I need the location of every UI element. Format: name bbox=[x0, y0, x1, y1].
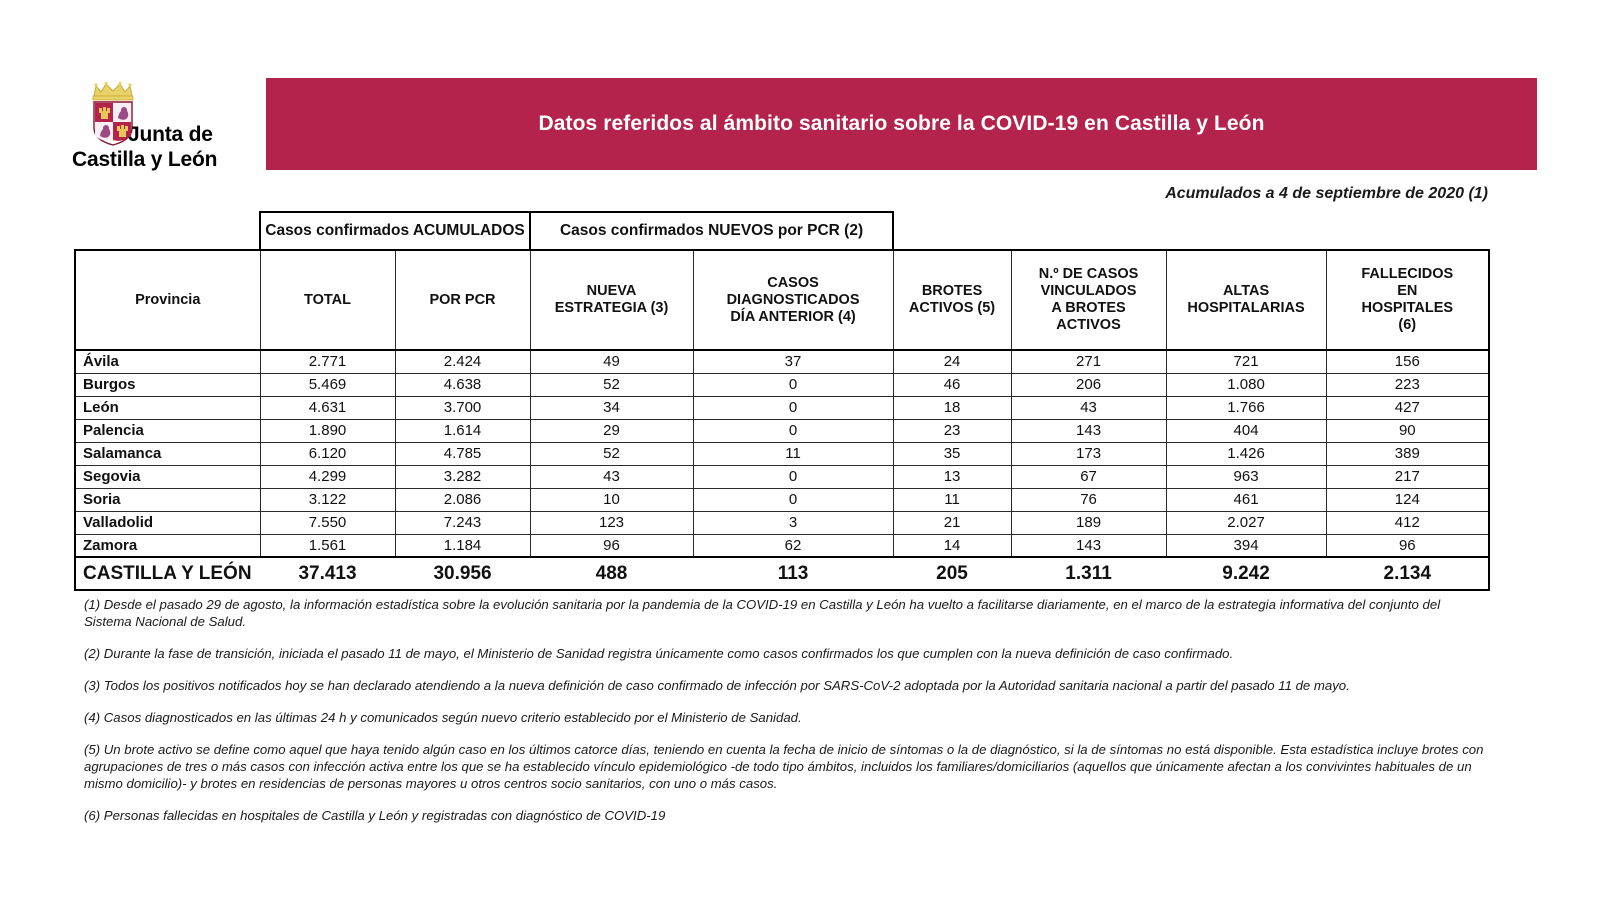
table-cell-brotes-activos: 21 bbox=[893, 511, 1011, 534]
col-header-vinculados-line4: ACTIVOS bbox=[1056, 317, 1121, 333]
footnote-1: (1) Desde el pasado 29 de agosto, la información estadística sobre la evolución sanitaria por la pandemia de la COVID-19 en Castilla y León ha vuelto a facilitarse diariamente, en el marco de la estrategia informativa del conjunto del Sistema Nacional de Salud. bbox=[84, 597, 1441, 629]
table-cell-brotes-activos: 11 bbox=[893, 488, 1011, 511]
footnote-6: (6) Personas fallecidas en hospitales de Castilla y León y registradas con diagnóstico de COVID-19 bbox=[84, 808, 666, 823]
total-row-nueva-estrategia: 488 bbox=[530, 557, 693, 590]
junta-logo-line1: Junta de bbox=[128, 123, 213, 146]
col-header-vinculados bbox=[1011, 250, 1166, 350]
table-cell-altas: 1.426 bbox=[1166, 442, 1326, 465]
col-header-nueva-estrategia-line2: ESTRATEGIA (3) bbox=[554, 300, 669, 316]
table-row bbox=[75, 442, 1489, 465]
table-cell-nueva-estrategia: 10 bbox=[530, 488, 693, 511]
table-cell-brotes-activos: 18 bbox=[893, 396, 1011, 419]
col-header-brotes-activos-line2: ACTIVOS (5) bbox=[908, 300, 996, 316]
col-header-vinculados-line3: A BROTES bbox=[1051, 300, 1126, 316]
banner-title: Datos referidos al ámbito sanitario sobre la COVID-19 en Castilla y León bbox=[538, 112, 1265, 135]
group-header-spacer-5 bbox=[1326, 212, 1489, 250]
footnote-4: (4) Casos diagnosticados en las últimas 24 h y comunicados según nuevo criterio establecido por el Ministerio de Sanidad. bbox=[84, 710, 802, 725]
footnote-3: (3) Todos los positivos notificados hoy se han declarado atendiendo a la nueva definición de caso confirmado de infección por SARS-CoV-2 adoptada por la Autoridad sanitaria nacional a partir del pasado 11 de mayo. bbox=[84, 678, 1350, 693]
table-cell-dia-anterior: 3 bbox=[693, 511, 893, 534]
table-cell-fallecidos: 217 bbox=[1326, 465, 1489, 488]
table-cell-brotes-activos: 13 bbox=[893, 465, 1011, 488]
total-row-total: 37.413 bbox=[260, 557, 395, 590]
table-cell-vinculados: 43 bbox=[1011, 396, 1166, 419]
covid-data-table bbox=[74, 211, 1490, 591]
table-cell-provincia: Valladolid bbox=[75, 511, 260, 534]
col-header-dia-anterior-line3: DÍA ANTERIOR (4) bbox=[730, 308, 856, 325]
total-row-fallecidos: 2.134 bbox=[1326, 557, 1489, 590]
table-cell-provincia: Palencia bbox=[75, 419, 260, 442]
table-cell-brotes-activos: 35 bbox=[893, 442, 1011, 465]
table-row bbox=[75, 488, 1489, 511]
table-cell-brotes-activos: 14 bbox=[893, 534, 1011, 557]
table-cell-altas: 461 bbox=[1166, 488, 1326, 511]
table-cell-por-pcr: 7.243 bbox=[395, 511, 530, 534]
table-cell-dia-anterior: 0 bbox=[693, 373, 893, 396]
table-cell-por-pcr: 3.282 bbox=[395, 465, 530, 488]
col-header-vinculados-line2: VINCULADOS bbox=[1040, 283, 1137, 299]
col-header-altas-line2: HOSPITALARIAS bbox=[1187, 300, 1305, 316]
table-cell-brotes-activos: 24 bbox=[893, 350, 1011, 373]
col-header-nueva-estrategia bbox=[530, 250, 693, 350]
accumulated-date-line: Acumulados a 4 de septiembre de 2020 (1) bbox=[1165, 185, 1488, 202]
table-cell-dia-anterior: 0 bbox=[693, 488, 893, 511]
junta-logo-line2: Castilla y León bbox=[72, 148, 218, 171]
col-header-dia-anterior bbox=[693, 250, 893, 350]
table-cell-provincia: León bbox=[75, 396, 260, 419]
total-row-por-pcr: 30.956 bbox=[395, 557, 530, 590]
table-cell-por-pcr: 4.638 bbox=[395, 373, 530, 396]
table-cell-altas: 1.766 bbox=[1166, 396, 1326, 419]
col-header-fallecidos-line2: EN bbox=[1397, 283, 1418, 299]
table-cell-nueva-estrategia: 123 bbox=[530, 511, 693, 534]
table-cell-provincia: Soria bbox=[75, 488, 260, 511]
table-cell-por-pcr: 1.614 bbox=[395, 419, 530, 442]
table-cell-fallecidos: 96 bbox=[1326, 534, 1489, 557]
table-cell-por-pcr: 2.086 bbox=[395, 488, 530, 511]
total-row-label: CASTILLA Y LEÓN bbox=[75, 557, 260, 590]
table-cell-brotes-activos: 23 bbox=[893, 419, 1011, 442]
table-cell-provincia: Burgos bbox=[75, 373, 260, 396]
table-cell-fallecidos: 90 bbox=[1326, 419, 1489, 442]
col-header-provincia-label: Provincia bbox=[135, 291, 201, 308]
table-cell-vinculados: 143 bbox=[1011, 419, 1166, 442]
table-row bbox=[75, 396, 1489, 419]
table-cell-dia-anterior: 0 bbox=[693, 396, 893, 419]
group-header-spacer bbox=[75, 212, 260, 250]
col-header-dia-anterior-line2: DIAGNOSTICADOS bbox=[726, 291, 860, 308]
footnote-5: (5) Un brote activo se define como aquel que haya tenido algún caso en los últimos catorce días, teniendo en cuenta la fecha de inicio de síntomas o la de diagnóstico, si la de síntomas no está disponible. Esta estadística incluye brotes con agrupaciones de tres o más casos con infección activa entre los que se ha establecido vínculo epidemiológico -de todo tipo ámbitos, incluidos los familiares/domiciliarios (aquellos que únicamente afectan a los convivintes habituales de un mismo domicilio)- y brotes en residencias de personas mayores u otros centros socio sanitarios, con uno o más casos. bbox=[84, 742, 1484, 791]
col-header-brotes-activos-line1: BROTES bbox=[921, 283, 983, 299]
group-header-spacer-2 bbox=[893, 212, 1011, 250]
table-cell-total: 1.561 bbox=[260, 534, 395, 557]
table-cell-brotes-activos: 46 bbox=[893, 373, 1011, 396]
table-cell-total: 7.550 bbox=[260, 511, 395, 534]
table-cell-por-pcr: 2.424 bbox=[395, 350, 530, 373]
table-cell-total: 1.890 bbox=[260, 419, 395, 442]
table-cell-altas: 394 bbox=[1166, 534, 1326, 557]
table-cell-dia-anterior: 0 bbox=[693, 419, 893, 442]
total-row bbox=[75, 557, 1489, 590]
group-header-spacer-3 bbox=[1011, 212, 1166, 250]
table-cell-total: 2.771 bbox=[260, 350, 395, 373]
page-header bbox=[0, 78, 1600, 170]
table-cell-fallecidos: 427 bbox=[1326, 396, 1489, 419]
total-row-dia-anterior: 113 bbox=[693, 557, 893, 590]
col-header-por-pcr bbox=[395, 250, 530, 350]
table-row bbox=[75, 419, 1489, 442]
table-cell-altas: 721 bbox=[1166, 350, 1326, 373]
table-cell-vinculados: 173 bbox=[1011, 442, 1166, 465]
table-footer bbox=[75, 557, 1489, 590]
table-column-header-row bbox=[75, 250, 1489, 350]
covid-data-table-container bbox=[74, 211, 1488, 591]
table-row bbox=[75, 373, 1489, 396]
table-cell-altas: 2.027 bbox=[1166, 511, 1326, 534]
table-cell-dia-anterior: 11 bbox=[693, 442, 893, 465]
col-header-nueva-estrategia-line1: NUEVA bbox=[586, 283, 637, 299]
table-cell-nueva-estrategia: 34 bbox=[530, 396, 693, 419]
col-header-fallecidos-line4: (6) bbox=[1398, 317, 1417, 333]
total-row-altas: 9.242 bbox=[1166, 557, 1326, 590]
table-cell-nueva-estrategia: 52 bbox=[530, 442, 693, 465]
table-group-header-row bbox=[75, 212, 1489, 250]
table-cell-total: 4.299 bbox=[260, 465, 395, 488]
table-cell-provincia: Salamanca bbox=[75, 442, 260, 465]
table-cell-nueva-estrategia: 96 bbox=[530, 534, 693, 557]
table-cell-altas: 404 bbox=[1166, 419, 1326, 442]
col-header-fallecidos-line3: HOSPITALES bbox=[1361, 300, 1454, 316]
table-cell-vinculados: 206 bbox=[1011, 373, 1166, 396]
table-cell-vinculados: 143 bbox=[1011, 534, 1166, 557]
table-row bbox=[75, 465, 1489, 488]
group-header-spacer-4 bbox=[1166, 212, 1326, 250]
group-header-acumulados: Casos confirmados ACUMULADOS bbox=[260, 212, 530, 250]
col-header-altas bbox=[1166, 250, 1326, 350]
table-cell-provincia: Zamora bbox=[75, 534, 260, 557]
table-cell-vinculados: 271 bbox=[1011, 350, 1166, 373]
table-cell-por-pcr: 4.785 bbox=[395, 442, 530, 465]
table-cell-vinculados: 67 bbox=[1011, 465, 1166, 488]
col-header-fallecidos-line1: FALLECIDOS bbox=[1361, 266, 1454, 282]
footnote-2: (2) Durante la fase de transición, iniciada el pasado 11 de mayo, el Ministerio de Sanidad registra únicamente como casos confirmados los que cumplen con la nueva definición de caso confirmado. bbox=[84, 646, 1234, 661]
table-cell-por-pcr: 3.700 bbox=[395, 396, 530, 419]
table-cell-total: 3.122 bbox=[260, 488, 395, 511]
table-cell-nueva-estrategia: 29 bbox=[530, 419, 693, 442]
table-cell-nueva-estrategia: 49 bbox=[530, 350, 693, 373]
col-header-brotes-activos bbox=[893, 250, 1011, 350]
col-header-total bbox=[260, 250, 395, 350]
table-cell-fallecidos: 156 bbox=[1326, 350, 1489, 373]
table-cell-dia-anterior: 0 bbox=[693, 465, 893, 488]
table-body bbox=[75, 350, 1489, 557]
col-header-fallecidos bbox=[1326, 250, 1489, 350]
col-header-provincia bbox=[75, 250, 260, 350]
table-row bbox=[75, 534, 1489, 557]
title-banner bbox=[266, 78, 1537, 170]
table-cell-fallecidos: 389 bbox=[1326, 442, 1489, 465]
col-header-total-label: TOTAL bbox=[304, 291, 351, 308]
table-cell-dia-anterior: 62 bbox=[693, 534, 893, 557]
group-header-nuevos: Casos confirmados NUEVOS por PCR (2) bbox=[530, 212, 893, 250]
table-cell-nueva-estrategia: 52 bbox=[530, 373, 693, 396]
table-cell-vinculados: 76 bbox=[1011, 488, 1166, 511]
table-cell-por-pcr: 1.184 bbox=[395, 534, 530, 557]
table-cell-dia-anterior: 37 bbox=[693, 350, 893, 373]
table-cell-total: 6.120 bbox=[260, 442, 395, 465]
table-cell-fallecidos: 124 bbox=[1326, 488, 1489, 511]
footnotes bbox=[84, 596, 1490, 839]
col-header-dia-anterior-line1: CASOS bbox=[767, 274, 819, 291]
table-row bbox=[75, 350, 1489, 373]
table-cell-fallecidos: 223 bbox=[1326, 373, 1489, 396]
table-row bbox=[75, 511, 1489, 534]
table-cell-total: 5.469 bbox=[260, 373, 395, 396]
table-cell-altas: 1.080 bbox=[1166, 373, 1326, 396]
total-row-vinculados: 1.311 bbox=[1011, 557, 1166, 590]
col-header-por-pcr-label: POR PCR bbox=[429, 291, 496, 308]
table-cell-total: 4.631 bbox=[260, 396, 395, 419]
table-cell-fallecidos: 412 bbox=[1326, 511, 1489, 534]
col-header-altas-line1: ALTAS bbox=[1222, 283, 1270, 299]
table-cell-nueva-estrategia: 43 bbox=[530, 465, 693, 488]
table-cell-provincia: Segovia bbox=[75, 465, 260, 488]
table-cell-altas: 963 bbox=[1166, 465, 1326, 488]
col-header-vinculados-line1: N.º DE CASOS bbox=[1038, 266, 1139, 282]
junta-logo bbox=[62, 78, 262, 170]
table-cell-vinculados: 189 bbox=[1011, 511, 1166, 534]
total-row-brotes-activos: 205 bbox=[893, 557, 1011, 590]
table-cell-provincia: Ávila bbox=[75, 350, 260, 373]
